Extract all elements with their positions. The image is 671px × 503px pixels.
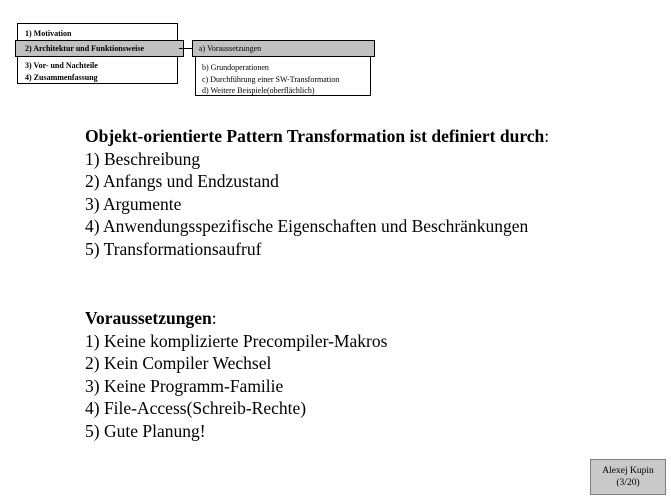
nav-item-vor-und-nachteile[interactable]: 3) Vor- und Nachteile [25, 61, 98, 70]
section-voraussetzungen [85, 307, 387, 442]
nav-left-lower-cell [18, 57, 177, 83]
connector-line [179, 48, 192, 49]
nav-item-zusammenfassung[interactable]: 4) Zusammenfassung [25, 72, 98, 82]
list-item: 3) Argumente [85, 193, 182, 214]
list-item: 1) Keine komplizierte Precompiler-Makros [85, 330, 388, 351]
author-name: Alexej Kupin [602, 466, 654, 476]
nav-item-grundoperationen[interactable]: b) Grundoperationen [202, 63, 269, 72]
list-item: 1) Beschreibung [85, 148, 201, 169]
list-item: 2) Anfangs und Endzustand [85, 171, 279, 191]
section-definition-heading-text: Objekt-orientierte Pattern Transformation ist definiert durch [85, 126, 545, 146]
list-item: 2) Kein Compiler Wechsel [85, 353, 272, 373]
nav-item-motivation[interactable]: 1) Motivation [18, 24, 177, 41]
section-voraussetzungen-heading-text: Voraussetzungen [85, 308, 212, 328]
list-item: 4) Anwendungsspezifische Eigenschaften und Beschränkungen [85, 216, 529, 236]
nav-item-durchfuehrung-sw-transformation[interactable]: c) Durchführung einer SW-Transformation [202, 74, 340, 84]
section-definition-heading-colon: : [544, 126, 550, 146]
list-item: 4) File-Access(Schreib-Rechte) [85, 398, 307, 418]
author-badge [590, 459, 666, 495]
section-definition-heading [85, 125, 549, 148]
nav-item-voraussetzungen-highlighted[interactable]: a) Voraussetzungen [192, 40, 375, 57]
nav-item-architektur-und-funktionsweise-highlighted[interactable]: 2) Architektur und Funktionsweise [15, 40, 184, 57]
section-voraussetzungen-heading-colon: : [211, 308, 217, 328]
list-item: 5) Gute Planung! [85, 420, 206, 441]
nav-item-weitere-beispiele[interactable]: d) Weitere Beispiele(oberflächlich) [202, 86, 315, 95]
list-item: 3) Keine Programm-Familie [85, 375, 284, 396]
section-voraussetzungen-heading [85, 307, 387, 330]
list-item: 5) Transformationsaufruf [85, 238, 262, 259]
page-indicator: (3/20) [616, 478, 640, 488]
section-definition [85, 125, 549, 260]
